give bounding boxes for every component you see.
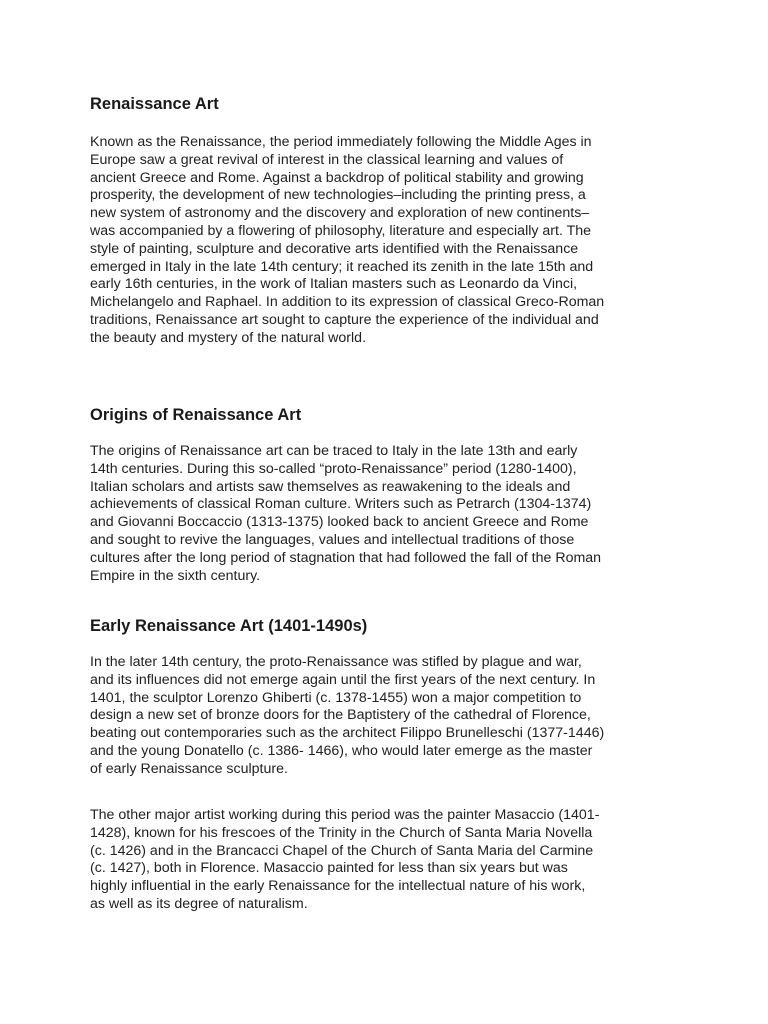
paragraph-line: the beauty and mystery of the natural world. xyxy=(90,329,367,346)
paragraph-line: (c. 1426) and in the Brancacci Chapel of the Church of Santa Maria del Carmine xyxy=(90,842,594,859)
paragraph-line: emerged in Italy in the late 14th century; it reached its zenith in the late 15th and xyxy=(90,258,594,275)
paragraph-line: new system of astronomy and the discovery and exploration of new continents– xyxy=(90,205,590,222)
section-heading-early-renaissance: Early Renaissance Art (1401-1490s) xyxy=(90,617,368,635)
paragraph-line: early 16th centuries, in the work of Italian masters such as Leonardo da Vinci, xyxy=(90,276,578,293)
paragraph-line: 14th centuries. During this so-called “proto-Renaissance” period (1280-1400), xyxy=(90,460,577,477)
paragraph-line: cultures after the long period of stagnation that had followed the fall of the Roman xyxy=(90,549,602,566)
paragraph-line: ancient Greece and Rome. Against a backdrop of political stability and growing xyxy=(90,169,584,186)
paragraph-line: beating out contemporaries such as the architect Filippo Brunelleschi (1377-1446) xyxy=(90,725,605,742)
paragraph-line: The other major artist working during this period was the painter Masaccio (1401- xyxy=(90,807,600,823)
paragraph-line: Italian scholars and artists saw themselves as reawakening to the ideals and xyxy=(90,478,571,495)
paragraph-line: Europe saw a great revival of interest in the classical learning and values of xyxy=(90,151,564,168)
paragraph-line: and sought to revive the languages, values and intellectual traditions of those xyxy=(90,531,575,548)
paragraph-line: prosperity, the development of new technologies–including the printing press, a xyxy=(90,187,586,204)
paragraph-line: style of painting, sculpture and decorative arts identified with the Renaissance xyxy=(90,240,579,257)
paragraph-line: (c. 1427), both in Florence. Masaccio painted for less than six years but was xyxy=(90,860,568,877)
paragraph-line: 1401, the sculptor Lorenzo Ghiberti (c. 1378-1455) won a major competition to xyxy=(90,689,582,706)
paragraph-line: traditions, Renaissance art sought to capture the experience of the individual and xyxy=(90,311,599,328)
paragraph-line: achievements of classical Roman culture. Writers such as Petrarch (1304-1374) xyxy=(90,496,592,513)
paragraph-early-renaissance-2 xyxy=(90,807,599,914)
paragraph-line: In the later 14th century, the proto-Renaissance was stifled by plague and war, xyxy=(90,654,582,670)
paragraph-line: was accompanied by a flowering of philosophy, literature and especially art. The xyxy=(90,222,592,239)
section-heading-renaissance-art: Renaissance Art xyxy=(90,95,219,113)
paragraph-line: Known as the Renaissance, the period immediately following the Middle Ages in xyxy=(90,134,592,150)
paragraph-line: Empire in the sixth century. xyxy=(90,567,261,584)
paragraph-line: and the young Donatello (c. 1386- 1466), who would later emerge as the master xyxy=(90,742,593,759)
paragraph-line: and its influences did not emerge again until the first years of the next century. In xyxy=(90,671,596,688)
paragraph-line: Michelangelo and Raphael. In addition to its expression of classical Greco-Roman xyxy=(90,294,605,311)
paragraph-line: 1428), known for his frescoes of the Trinity in the Church of Santa Maria Novella xyxy=(90,824,593,841)
paragraph-line: and Giovanni Boccaccio (1313-1375) looked back to ancient Greece and Rome xyxy=(90,514,589,531)
paragraph-line: highly influential in the early Renaissance for the intellectual nature of his work, xyxy=(90,878,586,895)
paragraph-early-renaissance-1 xyxy=(90,654,604,779)
paragraph-line: of early Renaissance sculpture. xyxy=(90,760,288,777)
paragraph-renaissance-intro xyxy=(90,134,604,348)
paragraph-line: design a new set of bronze doors for the Baptistery of the cathedral of Florence, xyxy=(90,707,591,724)
paragraph-line: The origins of Renaissance art can be traced to Italy in the late 13th and early xyxy=(90,443,578,459)
paragraph-origins xyxy=(90,443,601,585)
section-heading-origins: Origins of Renaissance Art xyxy=(90,406,302,424)
paragraph-line: as well as its degree of naturalism. xyxy=(90,895,308,912)
